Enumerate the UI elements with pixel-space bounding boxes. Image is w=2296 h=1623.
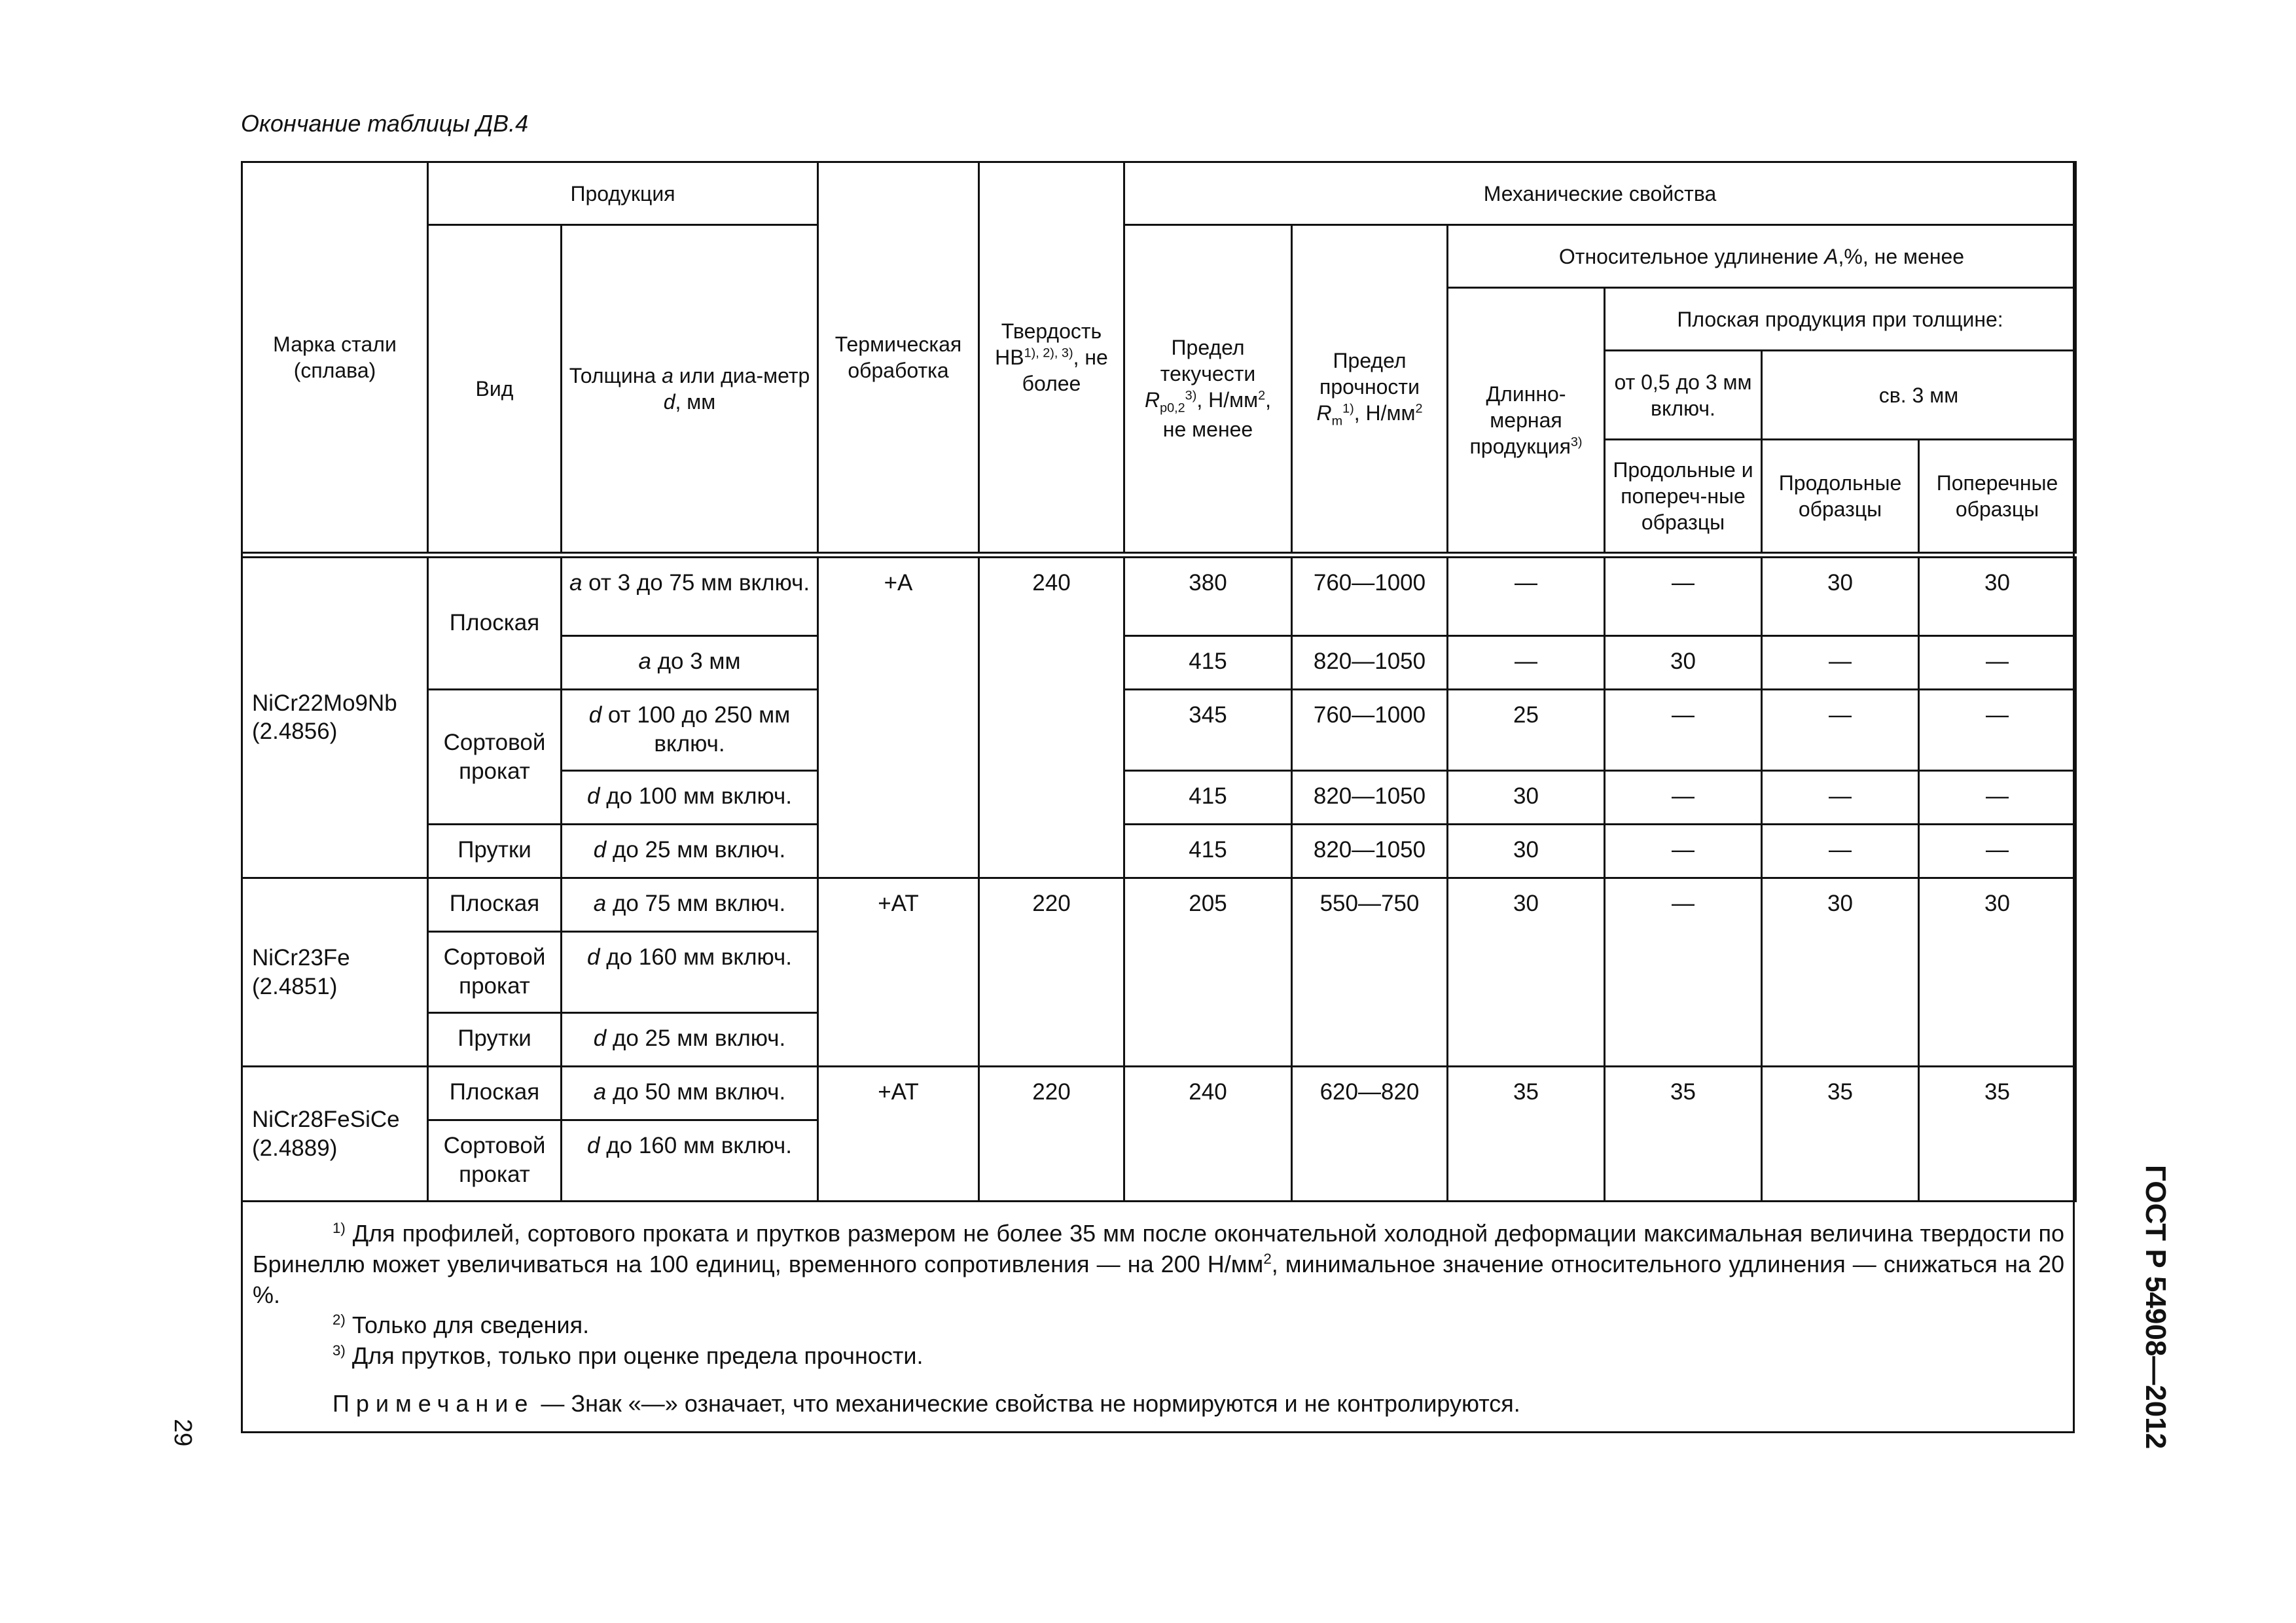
- strength-cell: 820—1050: [1292, 825, 1448, 878]
- strength-cell: 820—1050: [1292, 636, 1448, 690]
- table-row: [242, 690, 2076, 771]
- dimension-cell: a от 3 до 75 мм включ.: [562, 555, 818, 636]
- yield-cell: 415: [1124, 636, 1292, 690]
- yield-cell: 240: [1124, 1067, 1292, 1202]
- heat-cell: +AT: [818, 1067, 979, 1202]
- flat-thin-cell: 35: [1605, 1067, 1762, 1202]
- header-range-thick: св. 3 мм: [1762, 351, 2076, 440]
- header-kind: Вид: [428, 225, 562, 555]
- grade-cell: NiCr23Fe (2.4851): [242, 878, 428, 1067]
- table-row: [242, 825, 2076, 878]
- table-caption: Окончание таблицы ДВ.4: [241, 110, 529, 137]
- header-yield: Предел текучести $R_{p0,2}^{3)}$, $Н/мм^2$, не менее: [1124, 225, 1292, 555]
- strength-cell: 760—1000: [1292, 690, 1448, 771]
- kind-cell: Сортовой прокат: [428, 690, 562, 825]
- kind-cell: Плоская: [428, 1067, 562, 1120]
- long-cell: 35: [1448, 1067, 1605, 1202]
- flat-long-cell: —: [1762, 636, 1919, 690]
- heat-cell: +A: [818, 555, 979, 878]
- header-sample-both: Продольные и попереч-ные образцы: [1605, 440, 1762, 555]
- kind-cell: Плоская: [428, 555, 562, 690]
- kind-cell: Прутки: [428, 1013, 562, 1067]
- header-hardness: Твердость $НВ^{1), 2), 3)}$, не более: [979, 162, 1124, 555]
- yield-cell: 415: [1124, 771, 1292, 825]
- kind-cell: Плоская: [428, 878, 562, 932]
- flat-trans-cell: 30: [1919, 878, 2076, 1067]
- dimension-cell: d до 25 мм включ.: [562, 1013, 818, 1067]
- flat-thin-cell: —: [1605, 555, 1762, 636]
- note-label: Примечание: [332, 1389, 535, 1417]
- dimension-cell: d от 100 до 250 мм включ.: [562, 690, 818, 771]
- table-row: [242, 555, 2076, 636]
- dimension-cell: a до 75 мм включ.: [562, 878, 818, 932]
- header-thickness: Толщина a или диа-метр d, мм: [562, 225, 818, 555]
- yield-cell: 205: [1124, 878, 1292, 1067]
- long-cell: 30: [1448, 771, 1605, 825]
- flat-long-cell: 30: [1762, 878, 1919, 1067]
- note-text: — Знак «—» означает, что механические свойства не нормируются и не контролируются.: [534, 1389, 1520, 1417]
- kind-cell: Прутки: [428, 825, 562, 878]
- kind-cell: Сортовой прокат: [428, 932, 562, 1013]
- long-cell: —: [1448, 555, 1605, 636]
- flat-trans-cell: —: [1919, 825, 2076, 878]
- kind-cell: Сортовой прокат: [428, 1120, 562, 1202]
- header-product: Продукция: [428, 162, 818, 225]
- hardness-cell: 240: [979, 555, 1124, 878]
- flat-trans-cell: —: [1919, 636, 2076, 690]
- dimension-cell: d до 25 мм включ.: [562, 825, 818, 878]
- strength-cell: 820—1050: [1292, 771, 1448, 825]
- header-elongation: Относительное удлинение A,%, не менее: [1448, 225, 2076, 288]
- header-sample-long: Продольные образцы: [1762, 440, 1919, 555]
- flat-thin-cell: —: [1605, 771, 1762, 825]
- page-number: 29: [169, 1419, 196, 1447]
- flat-trans-cell: 35: [1919, 1067, 2076, 1202]
- flat-long-cell: —: [1762, 690, 1919, 771]
- dimension-cell: a до 3 мм: [562, 636, 818, 690]
- grade-cell: NiCr28FeSiCe (2.4889): [242, 1067, 428, 1202]
- header-long-products: Длинно-мерная продукция$^{3)}$: [1448, 288, 1605, 555]
- footnotes: [241, 1205, 2075, 1419]
- header-heat: Термическая обработка: [818, 162, 979, 555]
- standard-designation: ГОСТ Р 54908—2012: [2140, 1165, 2172, 1450]
- flat-long-cell: —: [1762, 771, 1919, 825]
- flat-long-cell: 35: [1762, 1067, 1919, 1202]
- grade-cell: NiCr22Mo9Nb (2.4856): [242, 555, 428, 878]
- flat-thin-cell: —: [1605, 690, 1762, 771]
- header-strength: Предел прочности $R_m^{1)}$, $Н/мм^2$: [1292, 225, 1448, 555]
- long-cell: —: [1448, 636, 1605, 690]
- flat-thin-cell: 30: [1605, 636, 1762, 690]
- footnote-3: $^{3)}$ Для прутков, только при оценке предела прочности.: [332, 1342, 924, 1370]
- table-note: [253, 1389, 2064, 1419]
- dimension-cell: d до 160 мм включ.: [562, 932, 818, 1013]
- table-row: [242, 1067, 2076, 1120]
- yield-cell: 380: [1124, 555, 1292, 636]
- header-range-thin: от 0,5 до 3 мм включ.: [1605, 351, 1762, 440]
- footnote-1: $^{1)}$ Для профилей, сортового проката и прутков размером не более 35 мм после окончательной холодной деформации максимальная величина твердости по Бринеллю может увеличиваться на 100 единиц, временного сопротивления — на 200 $Н/мм^2$, минимальное значение относительного удлинения — снижаться на 20 %.: [253, 1220, 2064, 1308]
- hardness-cell: 220: [979, 878, 1124, 1067]
- flat-thin-cell: —: [1605, 825, 1762, 878]
- flat-trans-cell: 30: [1919, 555, 2076, 636]
- header-sample-trans: Поперечные образцы: [1919, 440, 2076, 555]
- long-cell: 25: [1448, 690, 1605, 771]
- dimension-cell: d до 160 мм включ.: [562, 1120, 818, 1202]
- flat-trans-cell: —: [1919, 771, 2076, 825]
- strength-cell: 760—1000: [1292, 555, 1448, 636]
- heat-cell: +AT: [818, 878, 979, 1067]
- dimension-cell: a до 50 мм включ.: [562, 1067, 818, 1120]
- yield-cell: 345: [1124, 690, 1292, 771]
- dimension-cell: d до 100 мм включ.: [562, 771, 818, 825]
- header-grade: Марка стали (сплава): [242, 162, 428, 555]
- yield-cell: 415: [1124, 825, 1292, 878]
- long-cell: 30: [1448, 825, 1605, 878]
- footnote-2: $^{2)}$ Только для сведения.: [332, 1311, 590, 1339]
- flat-thin-cell: —: [1605, 878, 1762, 1067]
- flat-trans-cell: —: [1919, 690, 2076, 771]
- table-row: [242, 878, 2076, 932]
- strength-cell: 620—820: [1292, 1067, 1448, 1202]
- flat-long-cell: 30: [1762, 555, 1919, 636]
- strength-cell: 550—750: [1292, 878, 1448, 1067]
- header-flat-products: Плоская продукция при толщине:: [1605, 288, 2076, 351]
- properties-table: [241, 161, 2077, 1202]
- flat-long-cell: —: [1762, 825, 1919, 878]
- hardness-cell: 220: [979, 1067, 1124, 1202]
- header-mech: Механические свойства: [1124, 162, 2076, 225]
- long-cell: 30: [1448, 878, 1605, 1067]
